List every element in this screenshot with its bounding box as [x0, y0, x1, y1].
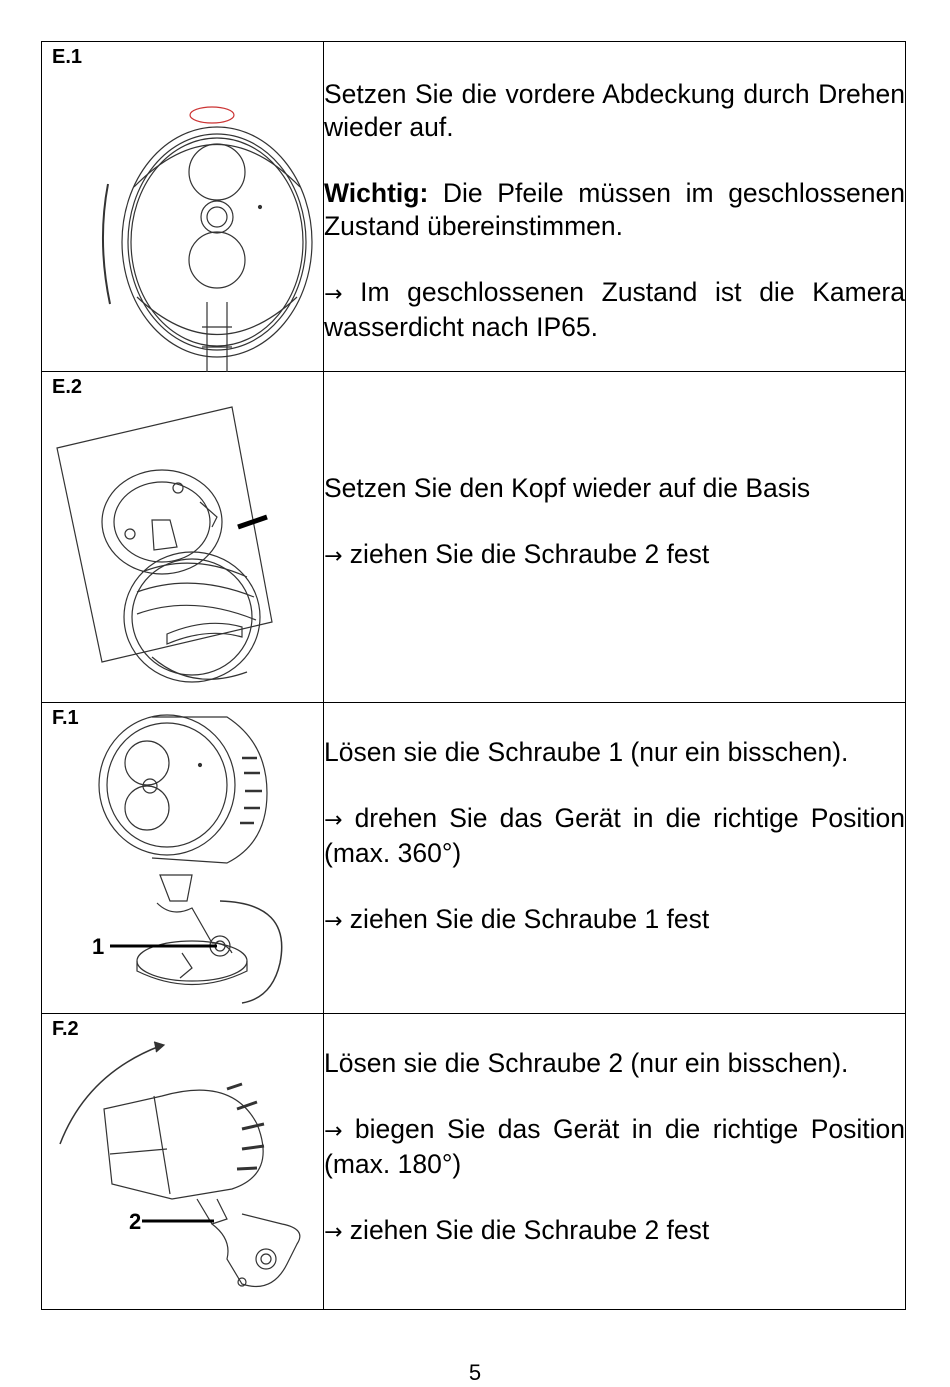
image-cell — [42, 372, 324, 703]
important-paragraph: Wichtig: Die Pfeile müssen im geschlossenen Zustand übereinstimmen. — [324, 178, 905, 241]
image-cell — [42, 1014, 324, 1310]
step-text — [324, 1014, 905, 1249]
camera-tilt-illustration — [42, 1014, 323, 1310]
action-paragraph: → drehen Sie das Gerät in die richtige Position (max. 360°) — [324, 803, 905, 868]
step-text — [324, 42, 905, 344]
result-paragraph: → Im geschlossenen Zustand ist die Kamera wasserdicht nach IP65. — [324, 277, 905, 342]
text-cell — [324, 42, 906, 372]
text-cell — [324, 1014, 906, 1310]
step-row-e2 — [42, 372, 906, 703]
camera-rotate-illustration — [42, 703, 323, 1014]
action-paragraph: → biegen Sie das Gerät in die richtige Position (max. 180°) — [324, 1114, 905, 1179]
instruction-paragraph: Lösen sie die Schraube 2 (nur ein bisschen). — [324, 1048, 849, 1078]
text-cell — [324, 703, 906, 1014]
step-row-e1 — [42, 42, 906, 372]
step-label: E.1 — [52, 46, 83, 68]
step-row-f1 — [42, 703, 906, 1014]
step-row-f2 — [42, 1014, 906, 1310]
arrow-icon: → — [324, 1220, 343, 1245]
screw-callout-label: 2 — [129, 1209, 142, 1234]
camera-front-cover-illustration — [42, 42, 323, 372]
result-paragraph: → ziehen Sie die Schraube 1 fest — [324, 904, 710, 934]
text-cell — [324, 372, 906, 703]
image-cell — [42, 42, 324, 372]
instruction-paragraph: Lösen sie die Schraube 1 (nur ein bisschen). — [324, 737, 849, 767]
step-text — [324, 372, 905, 573]
step-label: F.1 — [52, 707, 79, 729]
screw-callout-label: 1 — [92, 934, 105, 959]
instruction-table — [41, 41, 906, 1310]
instruction-paragraph: Setzen Sie den Kopf wieder auf die Basis — [324, 473, 811, 503]
arrow-icon: → — [324, 282, 343, 307]
arrow-icon: → — [324, 1119, 343, 1144]
result-paragraph: → ziehen Sie die Schraube 2 fest — [324, 1215, 710, 1245]
arrow-icon: → — [324, 808, 343, 833]
result-paragraph: → ziehen Sie die Schraube 2 fest — [324, 539, 710, 569]
arrow-icon: → — [324, 544, 343, 569]
instruction-paragraph: Setzen Sie die vordere Abdeckung durch Drehen wieder auf. — [324, 79, 905, 142]
arrow-icon: → — [324, 909, 343, 934]
camera-head-on-base-illustration — [42, 372, 323, 703]
page-number: 5 — [468, 1360, 482, 1385]
step-text — [324, 703, 905, 938]
step-label: E.2 — [52, 376, 83, 398]
step-label: F.2 — [52, 1018, 79, 1040]
important-label: Wichtig: — [324, 178, 429, 208]
image-cell — [42, 703, 324, 1014]
